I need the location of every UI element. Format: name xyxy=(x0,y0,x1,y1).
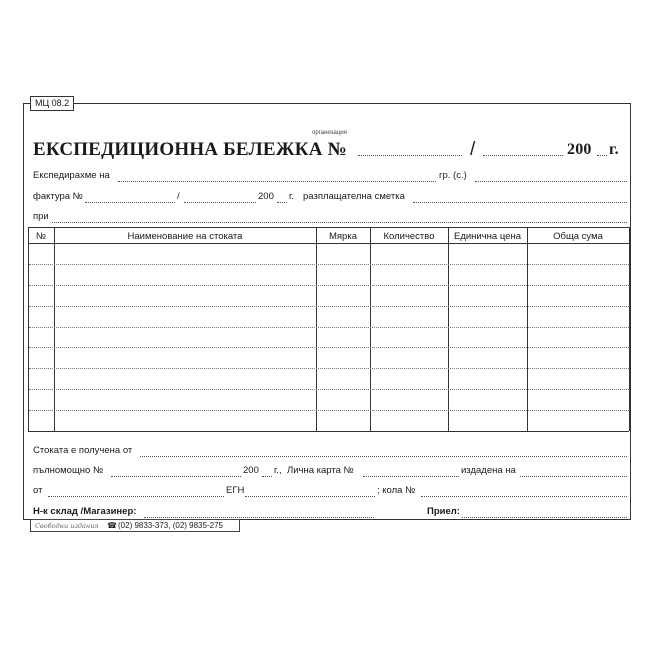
number-field[interactable] xyxy=(358,155,462,156)
publisher-box xyxy=(30,519,240,532)
year-field[interactable] xyxy=(597,155,607,156)
received-from-label: Стоката е получена от xyxy=(33,445,133,456)
column-header-unit: Мярка xyxy=(329,231,357,242)
table-row[interactable] xyxy=(29,368,629,369)
invoice-date-field[interactable] xyxy=(184,202,256,203)
at-label: при xyxy=(33,211,49,222)
phone-icon: ☎ xyxy=(107,521,117,530)
publisher-logo: Свободни издания xyxy=(35,522,99,530)
invoice-year: 200 xyxy=(258,191,274,202)
invoice-slash: / xyxy=(177,191,180,202)
proxy-year: 200 xyxy=(243,465,259,476)
table-row[interactable] xyxy=(29,306,629,307)
table-row[interactable] xyxy=(29,389,629,390)
table-top-border xyxy=(28,227,629,228)
issued-label: издадена на xyxy=(461,465,516,476)
city-field[interactable] xyxy=(475,181,627,182)
proxy-number-field[interactable] xyxy=(111,476,241,477)
form-code: МЦ 08.2 xyxy=(30,96,74,111)
table-row[interactable] xyxy=(29,327,629,328)
car-field[interactable] xyxy=(421,496,627,497)
sequence-field[interactable] xyxy=(483,155,563,156)
year-suffix: г. xyxy=(609,141,619,158)
egn-label: ЕГН xyxy=(226,485,245,496)
column-divider xyxy=(54,227,55,431)
table-row[interactable] xyxy=(29,285,629,286)
invoice-year-suffix: г. xyxy=(289,191,294,202)
issued-by-field[interactable] xyxy=(48,496,224,497)
issued-by-label: от xyxy=(33,485,43,496)
account-label: разплащателна сметка xyxy=(303,191,405,202)
car-label: ; кола № xyxy=(377,485,416,496)
received-signature-field[interactable] xyxy=(462,517,627,518)
column-divider xyxy=(448,227,449,431)
table-right-border xyxy=(629,227,630,431)
column-header-quantity: Количество xyxy=(383,231,435,242)
proxy-label: пълномощно № xyxy=(33,465,104,476)
column-header-total: Обща сума xyxy=(553,231,603,242)
column-divider xyxy=(316,227,317,431)
shipped-to-label: Експедирахме на xyxy=(33,170,110,181)
warehouse-signature-field[interactable] xyxy=(144,517,374,518)
table-header-border xyxy=(28,243,629,244)
column-divider xyxy=(370,227,371,431)
number-slash: / xyxy=(470,139,476,160)
at-field[interactable] xyxy=(52,222,627,223)
account-field[interactable] xyxy=(413,202,627,203)
invoice-label: фактура № xyxy=(33,191,83,202)
received-signature-label: Приел: xyxy=(427,506,460,517)
table-row[interactable] xyxy=(29,347,629,348)
form-title: ЕКСПЕДИЦИОННА БЕЛЕЖКА № xyxy=(33,139,347,160)
shipped-to-field[interactable] xyxy=(118,181,436,182)
proxy-year-suffix: г., xyxy=(274,465,282,476)
id-card-field[interactable] xyxy=(363,476,459,477)
publisher-phones: (02) 9833-373, (02) 9835-275 xyxy=(118,521,223,530)
table-left-border xyxy=(28,227,29,431)
table-row[interactable] xyxy=(29,264,629,265)
form-frame xyxy=(23,103,631,520)
city-label: гр. (с.) xyxy=(439,170,467,181)
id-card-label: Лична карта № xyxy=(287,465,354,476)
received-from-field[interactable] xyxy=(140,456,627,457)
year-prefix: 200 xyxy=(567,141,592,158)
warehouse-signature-label: Н-к склад /Магазинер: xyxy=(33,506,137,517)
organization-caption: организация xyxy=(312,130,347,136)
column-header-unit-price: Единична цена xyxy=(453,231,521,242)
table-bottom-border xyxy=(28,431,629,432)
egn-field[interactable] xyxy=(245,496,375,497)
table-row[interactable] xyxy=(29,410,629,411)
column-header-number: № xyxy=(35,231,47,242)
column-header-name: Наименование на стоката xyxy=(127,231,243,242)
invoice-number-field[interactable] xyxy=(85,202,175,203)
invoice-year-field[interactable] xyxy=(277,202,287,203)
column-divider xyxy=(527,227,528,431)
proxy-year-field[interactable] xyxy=(262,476,272,477)
issued-date-field[interactable] xyxy=(520,476,627,477)
